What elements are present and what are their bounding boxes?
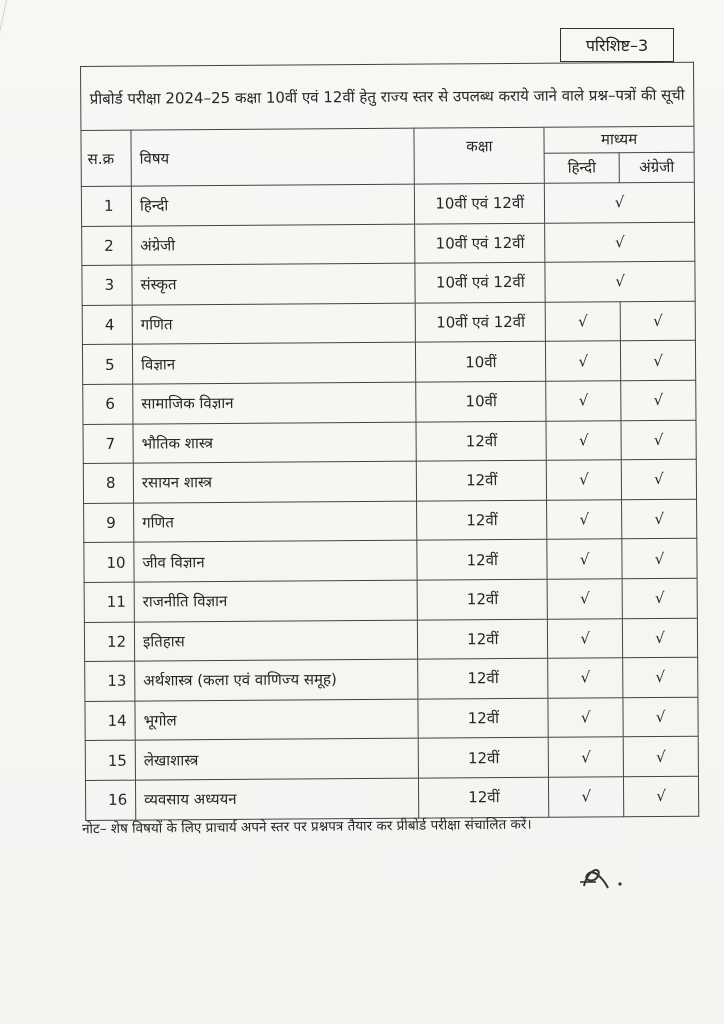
- row-hindi-tick: √: [547, 579, 622, 619]
- row-hindi-tick: √: [546, 341, 621, 381]
- row-hindi-tick: √: [547, 499, 622, 539]
- row-subject: संस्कृत: [132, 263, 416, 305]
- row-sno: 15: [85, 740, 135, 780]
- row-subject: गणित: [134, 501, 418, 543]
- row-hindi-tick: √: [546, 420, 621, 460]
- row-subject: अंग्रेजी: [132, 224, 416, 266]
- row-class: 10वीं: [416, 381, 546, 421]
- row-hindi-tick: √: [549, 777, 624, 817]
- row-hindi-tick: √: [546, 381, 621, 421]
- row-medium-tick: √: [545, 182, 695, 223]
- row-subject: जीव विज्ञान: [134, 541, 418, 583]
- row-hindi-tick: √: [548, 658, 623, 698]
- annex-label: परिशिष्ट–3: [560, 28, 674, 62]
- row-subject: लेखाशास्त्र: [135, 738, 419, 780]
- signature-mark: [574, 858, 634, 898]
- row-sno: 5: [82, 345, 132, 385]
- row-english-tick: √: [622, 618, 697, 658]
- table-row: [82, 222, 695, 266]
- row-sno: 7: [83, 424, 133, 464]
- header-medium: माध्यम: [544, 126, 694, 153]
- row-subject: सामाजिक विज्ञान: [133, 382, 417, 424]
- row-sno: 9: [84, 503, 134, 543]
- row-subject: रसायन शास्त्र: [133, 461, 417, 503]
- row-class: 12वीं: [417, 500, 547, 540]
- table-row: [83, 380, 696, 424]
- row-subject: भौतिक शास्त्र: [133, 422, 417, 464]
- table-row: [85, 697, 698, 741]
- row-class: 12वीं: [418, 658, 548, 698]
- row-english-tick: √: [621, 420, 696, 460]
- table-title: प्रीबोर्ड परीक्षा 2024–25 कक्षा 10वीं एवं 12वीं हेतु राज्य स्तर से उपलब्ध कराये जाने वाले प्रश्न–पत्रों की सूची: [81, 62, 694, 130]
- row-english-tick: √: [620, 301, 695, 341]
- row-sno: 3: [82, 265, 132, 305]
- row-medium-tick: √: [545, 261, 695, 302]
- row-english-tick: √: [621, 459, 696, 499]
- row-hindi-tick: √: [548, 618, 623, 658]
- row-class: 12वीं: [418, 698, 548, 738]
- row-class: 10वीं एवं 12वीं: [415, 223, 545, 263]
- row-subject: व्यवसाय अध्ययन: [135, 778, 419, 820]
- row-subject: विज्ञान: [132, 343, 416, 385]
- header-hindi-medium: हिन्दी: [544, 153, 619, 184]
- table-row: [83, 459, 696, 503]
- row-subject: इतिहास: [134, 620, 418, 662]
- row-sno: 1: [81, 186, 131, 226]
- row-class: 12वीं: [416, 421, 546, 461]
- table-row: [85, 657, 698, 701]
- table-row: [82, 261, 695, 305]
- row-sno: 8: [83, 463, 133, 503]
- row-subject: हिन्दी: [131, 184, 415, 226]
- row-class: 12वीं: [419, 738, 549, 778]
- row-class: 12वीं: [417, 460, 547, 500]
- row-english-tick: √: [620, 341, 695, 381]
- table-row: [85, 737, 698, 781]
- row-subject: गणित: [132, 303, 416, 345]
- row-class: 10वीं: [416, 342, 546, 382]
- table-row: [82, 341, 695, 385]
- row-class: 12वीं: [419, 777, 549, 817]
- row-subject: अर्थशास्त्र (कला एवं वाणिज्य समूह): [135, 659, 419, 701]
- row-subject: भूगोल: [135, 699, 419, 741]
- row-subject: राजनीति विज्ञान: [134, 580, 418, 622]
- table-row: [81, 182, 694, 226]
- row-class: 10वीं एवं 12वीं: [415, 262, 545, 302]
- scan-edge-line: [0, 0, 46, 180]
- row-sno: 13: [85, 661, 135, 701]
- row-class: 12वीं: [417, 540, 547, 580]
- table-row: [84, 578, 697, 622]
- row-sno: 4: [82, 305, 132, 345]
- row-english-tick: √: [623, 697, 698, 737]
- row-english-tick: √: [623, 737, 698, 777]
- row-english-tick: √: [622, 499, 697, 539]
- signature: [574, 858, 634, 902]
- row-hindi-tick: √: [547, 539, 622, 579]
- row-class: 10वीं एवं 12वीं: [416, 302, 546, 342]
- table-row: [84, 618, 697, 662]
- row-sno: 14: [85, 701, 135, 741]
- row-sno: 6: [83, 384, 133, 424]
- row-class: 12वीं: [418, 579, 548, 619]
- header-class: कक्षा: [414, 127, 544, 184]
- row-hindi-tick: √: [545, 302, 620, 342]
- table-row: [84, 499, 697, 543]
- header-subject: विषय: [131, 128, 415, 186]
- header-english-medium: अंग्रेजी: [619, 152, 694, 183]
- row-hindi-tick: √: [546, 460, 621, 500]
- footer-note: नोट– शेष विषयों के लिए प्राचार्य अपने स्तर पर प्रश्नपत्र तैयार कर प्रीबोर्ड परीक्षा संचालित करें।: [81, 816, 532, 838]
- row-sno: 12: [84, 622, 134, 662]
- row-english-tick: √: [623, 657, 698, 697]
- header-sno: स.क्र: [81, 130, 131, 186]
- row-english-tick: √: [621, 380, 696, 420]
- row-sno: 11: [84, 582, 134, 622]
- row-english-tick: √: [622, 539, 697, 579]
- row-hindi-tick: √: [548, 697, 623, 737]
- row-english-tick: √: [622, 578, 697, 618]
- table-row: [82, 301, 695, 345]
- row-medium-tick: √: [545, 222, 695, 263]
- row-class: 12वीं: [418, 619, 548, 659]
- row-sno: 16: [85, 780, 135, 820]
- row-sno: 2: [82, 226, 132, 266]
- table-row: [84, 539, 697, 583]
- row-english-tick: √: [624, 776, 699, 816]
- table-row: [83, 420, 696, 464]
- question-paper-table: [80, 62, 699, 821]
- row-hindi-tick: √: [548, 737, 623, 777]
- row-class: 10वीं एवं 12वीं: [415, 183, 545, 223]
- row-sno: 10: [84, 542, 134, 582]
